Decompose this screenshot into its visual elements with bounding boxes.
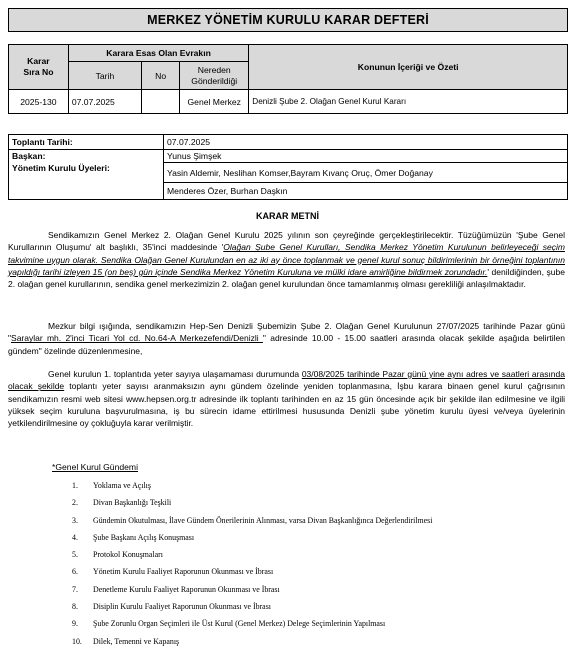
agenda-item-number: 8. [72, 602, 78, 612]
p3-text-c: toplantı yeter sayısı aranmaksızın aynı gündem özelinde yeniden toplanmasına, İşbu karara binaen genel kurul çağrısının sendikamızın resmi web sitesi www.hepsen.org.tr adresinde ilk toplantı tarihinden en az 15 gün öncesinde açık bir şekilde ilan edilmesine ve ilgili yüksek seçim kuruluna başvurulmasına, iş bu sürecin idame ettirilmesi hususunda Denizli şube yönetim kurulu üyesi ve/veya üyelerinin yetkilendirilmesine oy çokluğuyla karar verilmiştir. [8, 381, 565, 429]
list-item [72, 619, 432, 636]
agenda-item-number: 5. [72, 550, 78, 560]
no-header: No [142, 62, 180, 90]
list-item [72, 567, 432, 584]
record-sira-no: 2025-130 [9, 90, 69, 114]
p1-text-c: ' denildiğinden, şube 2. olağan genel kurullarının, sendika genel merkezimizin 2. olağan genel kurulundan önce tamamlanmış olması gerekliliği anlaşılmaktadır. [8, 266, 565, 290]
agenda-item-text: Denetleme Kurulu Faaliyet Raporunun Okunması ve İbrası [93, 584, 280, 594]
list-item [72, 481, 432, 498]
record-tarih: 07.07.2025 [68, 90, 141, 114]
tarih-header: Tarih [68, 62, 141, 90]
agenda-list [72, 481, 432, 654]
paragraph-1 [8, 229, 565, 290]
p3-second-meeting: 03/08/2025 tarihinde Pazar günü yine aynı adres ve saatleri arasında olacak şekilde [8, 369, 565, 392]
agenda-item-number: 3. [72, 515, 78, 525]
p2-text-c: " adresinde 10.00 - 15.00 saatleri arasında olacak şekilde aşağıda belirtilen gündem" özelinde düzenlenmesine, [8, 333, 565, 356]
list-item [72, 516, 432, 533]
karar-sira-no-header: Karar Sıra No [9, 45, 69, 90]
agenda-item-number: 6. [72, 567, 78, 577]
paragraph-2 [8, 320, 565, 357]
toplanti-label: Toplantı Tarihi: [9, 135, 164, 150]
agenda-item-text: Şube Başkanı Açılış Konuşması [93, 532, 195, 542]
list-item [72, 585, 432, 602]
uyeler-label: Yönetim Kurulu Üyeleri: [9, 163, 164, 200]
toplanti-value: 07.07.2025 [164, 135, 568, 150]
agenda-item-text: Gündemin Okutulması, İlave Gündem Önerilerinin Alınması, varsa Divan Başkanlığınca Değerlendirilmesi [93, 515, 433, 525]
agenda-item-text: Protokol Konuşmaları [93, 550, 163, 560]
list-item [72, 550, 432, 567]
uyeler-line1: Yasin Aldemir, Neslihan Komser,Bayram Kıvanç Oruç, Ömer Doğanay [164, 163, 568, 183]
agenda-item-number: 10. [72, 636, 82, 646]
konu-header: Konunun İçeriği ve Özeti [249, 45, 568, 90]
p2-text-a: Mezkur bilgi ışığında, sendikamızın Hep-Sen Denizli Şubemizin Şube 2. Olağan Genel Kurulunun 27/07/2025 tarihinde Pazar günü " [8, 321, 565, 344]
agenda-item-text: Divan Başkanlığı Teşkili [93, 498, 172, 508]
agenda-item-number: 1. [72, 481, 78, 490]
karar-metni-heading: KARAR METNİ [256, 211, 319, 221]
agenda-title: *Genel Kurul Gündemi [52, 462, 138, 472]
record-nereden: Genel Merkez [180, 90, 249, 114]
list-item [72, 637, 432, 654]
agenda-item-number: 2. [72, 498, 78, 508]
p3-text-a: Genel kurulun 1. toplantıda yeter sayıya ulaşamaması durumunda [48, 369, 302, 379]
record-konu: Denizli Şube 2. Olağan Genel Kurul Kararı [249, 90, 568, 114]
list-item [72, 533, 432, 550]
agenda-item-number: 4. [72, 532, 78, 542]
record-no [142, 90, 180, 114]
p1-quote: Olağan Şube Genel Kurulları, Sendika Merkez Yönetim Kurulunun belirleyeceği seçim takvimine uygun olarak. Sendika Olağan Genel Kurulundan en az iki ay önce toplanmak ve genel kurul sonuç bildirimlerinin bir örneğini toplantının yapıldığı tarihi izleyen 15 (on beş) gün içinde Sendika Merkez Yönetim Kuruluna ve mülki idare amirliğine bildirmek zorundadır. [8, 242, 565, 277]
nereden-header: Nereden Gönderildiği [180, 62, 249, 90]
p1-text-a: Sendikamızın Genel Merkez 2. Olağan Genel Kurulu 2025 yılının son çeyreğinde gerçekleştirilecektir. Tüzüğümüzün 'Şube Genel Kurullarının Oluşumu' alt başlıklı, 35'inci maddesinde ' [8, 230, 565, 253]
paragraph-3 [8, 368, 565, 429]
p2-address: Saraylar mh. 2'inci Ticari Yol cd. No.64-A Merkezefendi/Denizli [11, 333, 263, 344]
agenda-item-number: 7. [72, 584, 78, 594]
agenda-item-text: Yoklama ve Açılış [93, 481, 151, 490]
meeting-info-table [8, 134, 568, 200]
record-table [8, 44, 568, 114]
karara-esas-header: Karara Esas Olan Evrakın [68, 45, 248, 62]
uyeler-line2: Menderes Özer, Burhan Daşkın [164, 183, 568, 200]
baskan-value: Yunus Şimşek [164, 150, 568, 163]
list-item [72, 602, 432, 619]
agenda-item-text: Disiplin Kurulu Faaliyet Raporunun Okunması ve İbrası [93, 602, 271, 612]
agenda-item-text: Yönetim Kurulu Faaliyet Raporunun Okunması ve İbrası [93, 567, 274, 577]
baskan-label: Başkan: [9, 150, 164, 163]
agenda-item-text: Şube Zorunlu Organ Seçimleri ile Üst Kurul (Genel Merkez) Delege Seçimlerinin Yapılması [93, 619, 386, 629]
page-title: MERKEZ YÖNETİM KURULU KARAR DEFTERİ [8, 8, 568, 32]
agenda-item-text: Dilek, Temenni ve Kapanış [93, 636, 180, 646]
list-item [72, 498, 432, 515]
agenda-item-number: 9. [72, 619, 78, 629]
